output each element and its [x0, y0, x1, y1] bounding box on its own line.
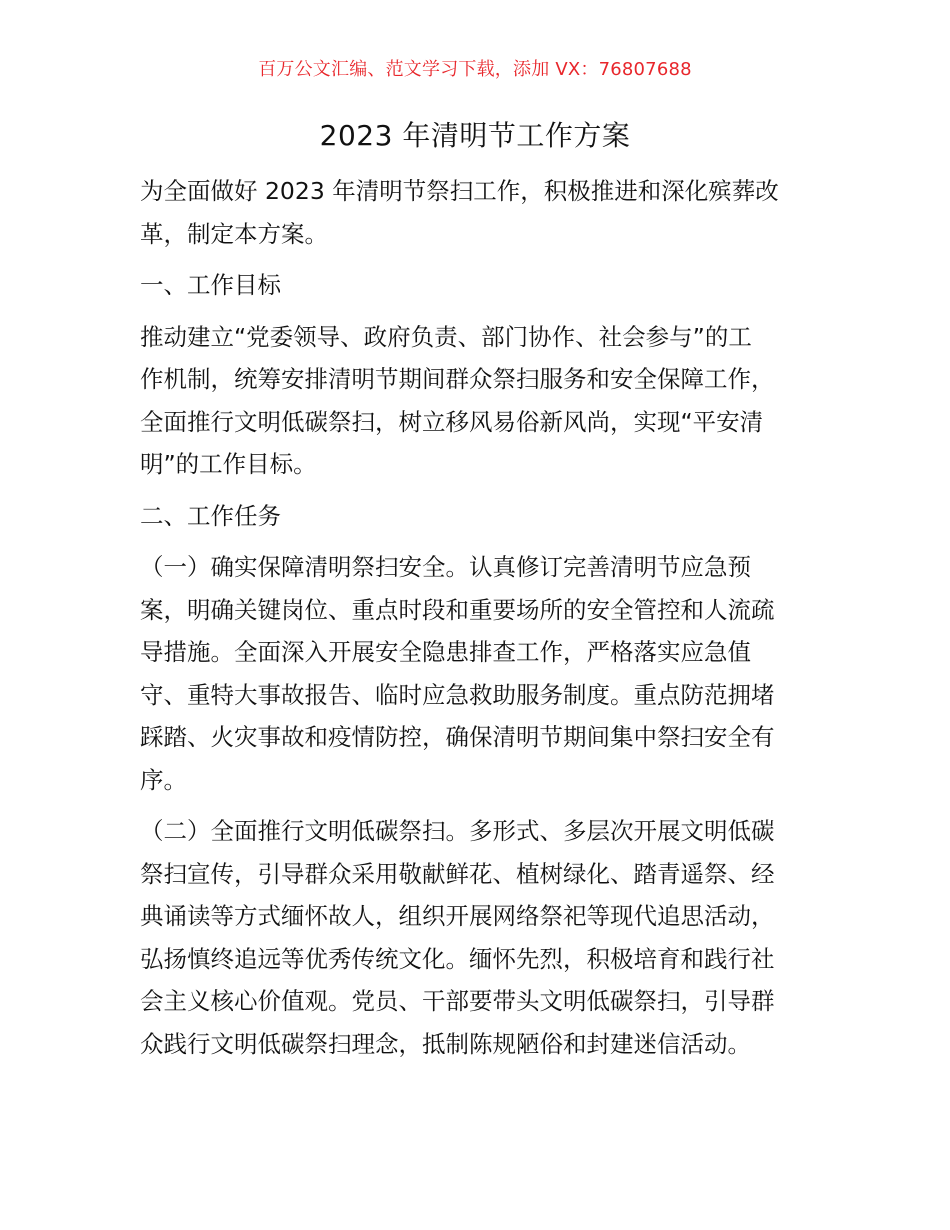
text-line: 推动建立“党委领导、政府负责、部门协作、社会参与”的工 — [140, 322, 752, 351]
text-line: 案，明确关键岗位、重点时段和重要场所的安全管控和人流疏 — [140, 595, 775, 624]
text-line: 作机制，统筹安排清明节期间群众祭扫服务和安全保障工作， — [140, 365, 775, 393]
task-one-paragraph — [140, 546, 820, 801]
task-two-paragraph — [140, 810, 820, 1065]
goals-paragraph — [140, 316, 820, 486]
text-line: 革，制定本方案。 — [140, 219, 328, 248]
intro-paragraph — [140, 170, 820, 255]
text-line: 祭扫宣传，引导群众采用敬献鲜花、植树绿化、踏青遥祭、经 — [140, 859, 775, 888]
heading-text: 二、工作任务 — [140, 501, 281, 530]
text-line: 众践行文明低碳祭扫理念，抵制陈规陋俗和封建迷信活动。 — [140, 1029, 751, 1058]
document-title: 2023 年清明节工作方案 — [319, 119, 631, 152]
text-line: 为全面做好 2023 年清明节祭扫工作，积极推进和深化殡葬改 — [140, 177, 779, 205]
text-line: 踩踏、火灾事故和疫情防控，确保清明节期间集中祭扫安全有 — [140, 723, 775, 751]
text-line: 典诵读等方式缅怀故人，组织开展网络祭祀等现代追思活动， — [140, 902, 775, 930]
section-heading-tasks — [140, 495, 820, 538]
watermark-banner: 百万公文汇编、范文学习下载，添加 VX：76807688 — [258, 59, 692, 80]
section-heading-goals — [140, 264, 820, 307]
text-line: 导措施。全面深入开展安全隐患排查工作，严格落实应急值 — [140, 638, 751, 666]
text-line: （一）确实保障清明祭扫安全。认真修订完善清明节应急预 — [140, 553, 751, 581]
text-line: （二）全面推行文明低碳祭扫。多形式、多层次开展文明低碳 — [140, 817, 775, 845]
text-line: 会主义核心价值观。党员、干部要带头文明低碳祭扫，引导群 — [140, 987, 775, 1015]
text-line: 弘扬慎终追远等优秀传统文化。缅怀先烈，积极培育和践行社 — [140, 944, 775, 973]
heading-text: 一、工作目标 — [140, 271, 281, 299]
text-line: 序。 — [140, 765, 187, 794]
text-line: 明”的工作目标。 — [140, 450, 317, 478]
text-line: 守、重特大事故报告、临时应急救助服务制度。重点防范拥堵 — [140, 680, 775, 709]
text-line: 全面推行文明低碳祭扫，树立移风易俗新风尚，实现“平安清 — [140, 407, 764, 436]
document-body — [140, 170, 820, 1065]
